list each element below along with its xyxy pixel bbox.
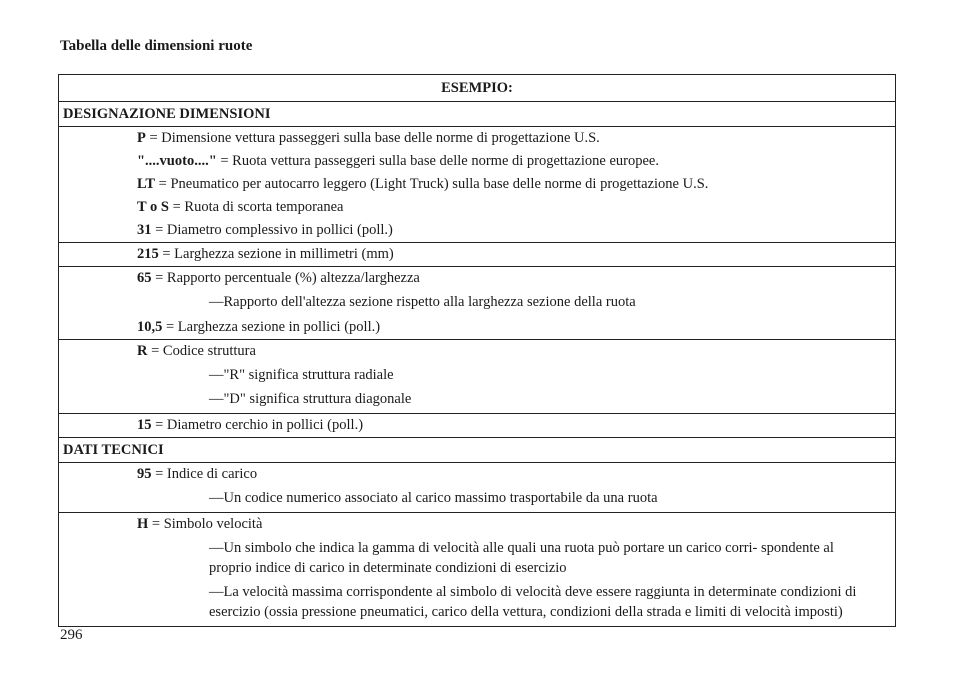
section-designation: DESIGNAZIONE DIMENSIONI [59,102,895,127]
code-note: —Rapporto dell'altezza sezione rispetto alla larghezza sezione della ruota [209,294,636,310]
list-item [59,219,895,242]
code-description: = Pneumatico per autocarro leggero (Light Truck) sulla base delle norme di progettazione U.S. [155,176,709,192]
page-title: Tabella delle dimensioni ruote [60,38,253,54]
tire-size-table [58,74,896,627]
list-item [59,196,895,219]
table-row [59,414,895,438]
code-description: = Simbolo velocità [148,516,263,532]
code-label: "....vuoto...." [137,153,217,169]
code-description: = Diametro cerchio in pollici (poll.) [151,417,364,433]
section-technical: DATI TECNICI [59,438,895,463]
table-row [59,513,895,622]
code-label: 10,5 [137,319,163,335]
table-row [59,243,895,267]
table-row [59,340,895,414]
code-note: —Un simbolo che indica la gamma di velocità alle quali una ruota può portare un carico corri- spondente al proprio indice di carico in determinate condizioni di esercizio [209,540,834,576]
list-item [59,243,895,266]
list-item [59,463,895,486]
list-item [59,173,895,196]
code-label: T o S [137,199,169,215]
code-label: 65 [137,270,152,286]
example-header: ESEMPIO: [59,75,895,102]
list-item [59,150,895,173]
list-item [59,340,895,363]
code-label: 215 [137,246,159,262]
code-label: 15 [137,417,152,433]
code-description: = Codice struttura [147,343,256,359]
code-label: R [137,343,148,359]
list-item [59,513,895,536]
list-item [59,127,895,150]
code-label: 95 [137,466,152,482]
table-row [59,463,895,513]
code-description: = Ruota di scorta temporanea [168,199,344,215]
list-item [59,267,895,290]
code-note: —"R" significa struttura radiale [209,367,394,383]
code-label: P [137,130,146,146]
code-note: —Un codice numerico associato al carico massimo trasportabile da una ruota [209,490,658,506]
list-item [59,414,895,437]
code-description: = Indice di carico [151,466,258,482]
code-note: —La velocità massima corrispondente al simbolo di velocità deve essere raggiunta in determinate condizioni di esercizio (ossia pressione pneumatici, carico della vettura, condizioni della strada e limiti di velocità imposti) [209,584,857,620]
code-description: = Ruota vettura passeggeri sulla base delle norme di progettazione europee. [216,153,659,169]
code-description: = Larghezza sezione in pollici (poll.) [162,319,381,335]
code-label: 31 [137,222,152,238]
code-note: —"D" significa struttura diagonale [209,391,412,407]
table-row [59,267,895,340]
table-row [59,127,895,243]
code-description: = Dimensione vettura passeggeri sulla base delle norme di progettazione U.S. [145,130,600,146]
code-description: = Diametro complessivo in pollici (poll.) [151,222,393,238]
page-number: 296 [60,627,83,643]
list-item [59,316,895,339]
code-description: = Rapporto percentuale (%) altezza/larghezza [151,270,420,286]
code-description: = Larghezza sezione in millimetri (mm) [158,246,394,262]
code-label: LT [137,176,156,192]
code-label: H [137,516,149,532]
